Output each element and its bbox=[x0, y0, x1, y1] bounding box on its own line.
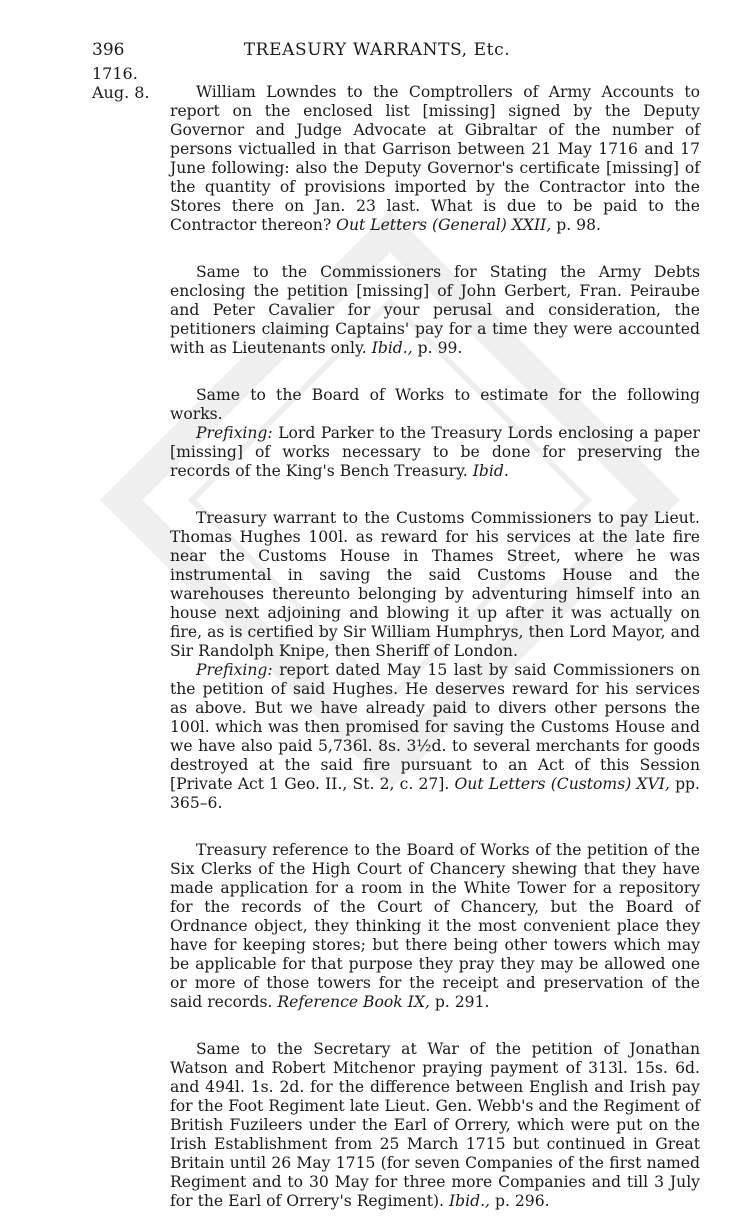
page-header bbox=[0, 40, 754, 64]
prefixing-label: Prefixing: bbox=[196, 424, 273, 442]
running-title: TREASURY WARRANTS, Etc. bbox=[243, 40, 511, 60]
entry-reference-page: p. 291. bbox=[434, 993, 490, 1011]
entry-3 bbox=[170, 386, 700, 481]
entry-text: Treasury reference to the Board of Works of the petition of the Six Clerks of the High Court of Chancery shewing that they have made application for a room in the White Tower for a repository for the records of the Court of Chancery, but the Board of Ordnance object, they thinking it the most convenient place they have for keeping stores; but there being other towers which may be applicable for that purpose they pray they may be allowed one or more of those towers for the receipt and preservation of the said records. bbox=[170, 841, 700, 1011]
entry-text: William Lowndes to the Comptrollers of Army Accounts to report on the enclosed list [missing] signed by the Deputy Governor and Judge Advocate at Gibraltar of the number of persons victualled in that Garrison between 21 May 1716 and 17 June following: also the Deputy Governor's certificate [missing] of the quantity of provisions imported by the Contractor into the Stores there on Jan. 23 last. What is due to be paid to the Contractor thereon? bbox=[170, 83, 700, 234]
entry-text: Same to the Commissioners for Stating the Army Debts enclosing the petition [missing] of John Gerbert, Fran. Peiraube and Peter Cavalier for your perusal and consideration, the petitioners claiming Captains' pay for a time they were accounted with as Lieutenants only. bbox=[170, 263, 700, 357]
prefixing-label: Prefixing: bbox=[196, 661, 273, 679]
margin-year: 1716. bbox=[92, 64, 138, 83]
entry-5 bbox=[170, 841, 700, 1012]
entry-reference-page: pp. 365–6. bbox=[170, 775, 700, 812]
entry-text: Treasury warrant to the Customs Commissioners to pay Lieut. Thomas Hughes 100l. as reward for his services at the late fire near the Customs House in Thames Street, where he was instrumental in saving the said Customs House and the warehouses thereunto belonging by adventuring himself into an house next adjoining and blowing it up after it was actually on fire, as is certified by Sir William Humphrys, then Lord Mayor, and Sir Randolph Knipe, then Sheriff of London. bbox=[170, 509, 700, 660]
margin-date: Aug. 8. bbox=[92, 83, 150, 102]
entry-text: Same to the Secretary at War of the petition of Jonathan Watson and Robert Mitchenor praying payment of 313l. 15s. 6d. and 494l. 1s. 2d. for the difference between English and Irish pay for the Foot Regiment late Lieut. Gen. Webb's and the Regiment of British Fuzileers under the Earl of Orrery, which were put on the Irish Establishment from 25 March 1715 but continued in Great Britain until 26 May 1715 (for seven Companies of the first named Regiment and to 30 May for three more Companies and till 3 July for the Earl of Orrery's Regiment). bbox=[170, 1040, 700, 1210]
entry-reference: Ibid. bbox=[472, 462, 509, 480]
entry-text: Same to the Board of Works to estimate for the following works. bbox=[170, 386, 700, 423]
entry-reference-page: p. 98. bbox=[556, 216, 601, 234]
prefixing-text: Lord Parker to the Treasury Lords enclosing a paper [missing] of works necessary to be done for preserving the records of the King's Bench Treasury. bbox=[170, 424, 700, 480]
entry-6 bbox=[170, 1040, 700, 1211]
entry-reference: Reference Book IX, bbox=[277, 993, 430, 1011]
entry-1 bbox=[170, 83, 700, 235]
entry-reference-page: p. 99. bbox=[417, 339, 463, 357]
document-body bbox=[170, 83, 700, 1230]
entry-reference-page: p. 296. bbox=[494, 1192, 550, 1210]
entry-4 bbox=[170, 509, 700, 813]
entry-reference: Out Letters (General) XXII, bbox=[336, 216, 552, 234]
page-number: 396 bbox=[92, 40, 125, 60]
entry-2 bbox=[170, 263, 700, 358]
entry-reference: Ibid., bbox=[371, 339, 413, 357]
margin-dates bbox=[92, 64, 164, 102]
entry-reference: Ibid., bbox=[448, 1192, 490, 1210]
entry-reference: Out Letters (Customs) XVI, bbox=[454, 775, 670, 793]
prefixing-text: report dated May 15 last by said Commissioners on the petition of said Hughes. He deserves reward for his services as above. But we have already paid to divers other persons the 100l. which was then promised for saving the Customs House and we have also paid 5,736l. 8s. 3½d. to several merchants for goods destroyed at the said fire pursuant to an Act of this Session [Private Act 1 Geo. II., St. 2, c. 27]. bbox=[170, 661, 700, 793]
